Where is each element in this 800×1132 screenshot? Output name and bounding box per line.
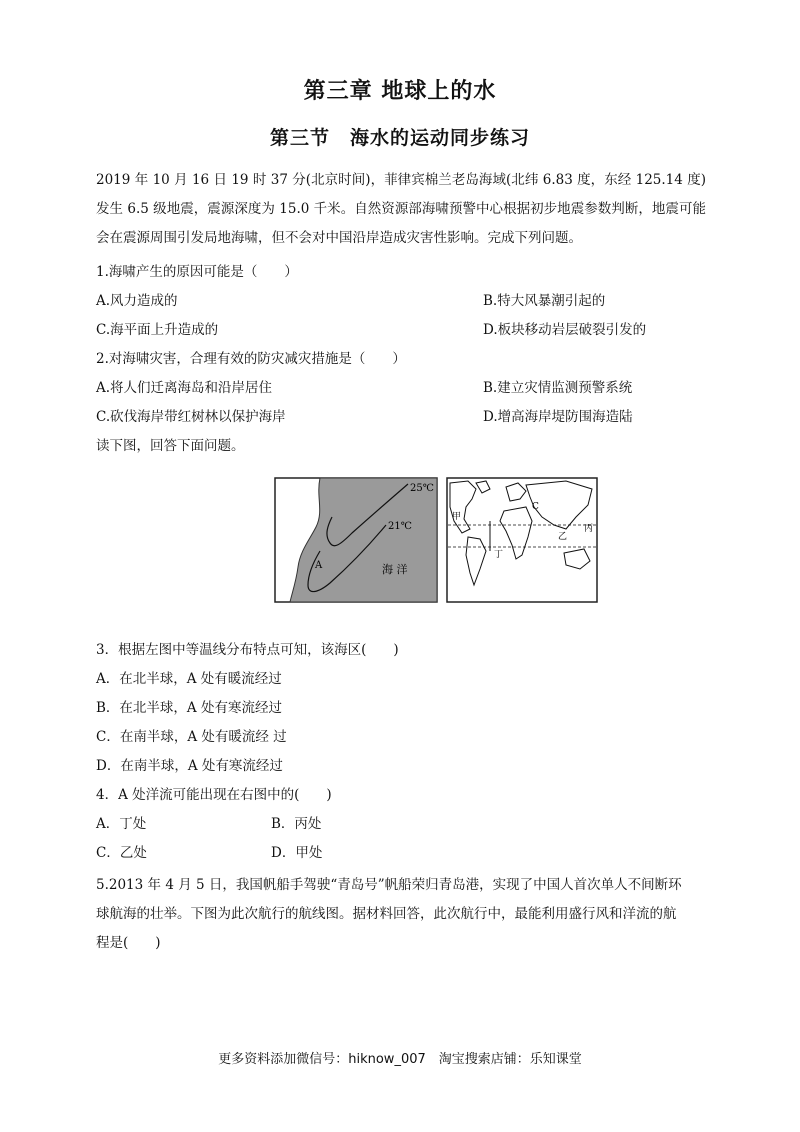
label-bing: 丙: [584, 524, 594, 534]
question-3-stem: 3．根据左图中等温线分布特点可知，该海区( ): [96, 642, 399, 658]
question-3-option-b: B．在北半球，A 处有寒流经过: [96, 700, 282, 716]
label-ding: 丁: [494, 550, 504, 560]
ocean-label: 海 洋: [382, 563, 408, 576]
question-2-stem: 2.对海啸灾害，合理有效的防灾减灾措施是（ ）: [96, 351, 406, 367]
question-3-option-a: A．在北半球，A 处有暖流经过: [96, 671, 282, 687]
isotherm-25-label: 25℃: [410, 483, 434, 494]
label-jia: 甲: [452, 512, 462, 522]
question-2-option-c: C.砍伐海岸带红树林以保护海岸: [96, 409, 286, 425]
question-2-option-a: A.将人们迁离海岛和沿岸居住: [96, 380, 273, 396]
isotherm-map-figure: [274, 477, 438, 603]
question-5-line-3: 程是( ): [96, 935, 161, 951]
intro-paragraph: 2019 年 10 月 16 日 19 时 37 分(北京时间)，菲律宾棉兰老岛海域(北纬 6.83 度，东经 125.14 度)发生 6.5 级地震，震源深度为 15.0 千米。自然资源部海啸预警中心根据初步地震参数判断，地震可能会在震源周围引发局地海啸，但不会对中国沿岸造成灾害性影响。完成下列问题。: [96, 172, 706, 246]
read-prompt: 读下图，回答下面问题。: [96, 438, 245, 454]
question-1-stem: 1.海啸产生的原因可能是（ ）: [96, 264, 298, 280]
question-2-option-d: D.增高海岸堤防围海造陆: [483, 409, 633, 425]
question-1-option-b: B.特大风暴潮引起的: [483, 293, 606, 309]
question-3-option-d: D．在南半球，A 处有寒流经过: [96, 758, 283, 774]
world-map-figure: [446, 477, 598, 603]
question-4-stem: 4．A 处洋流可能出现在右图中的( ): [96, 787, 332, 803]
section-title: 第三节 海水的运动同步练习: [269, 127, 530, 149]
footer-text: 更多资料添加微信号：hiknow_007 淘宝搜索店铺：乐知课堂: [218, 1052, 582, 1067]
point-a-label: A: [315, 560, 323, 571]
label-c: C: [532, 502, 539, 512]
question-4-option-c: C．乙处: [96, 845, 147, 861]
label-yi: 乙: [558, 532, 568, 542]
question-2-option-b: B.建立灾情监测预警系统: [483, 380, 633, 396]
question-4-option-b: B．丙处: [271, 816, 322, 832]
question-5-line-2: 球航海的壮举。下图为此次航行的航线图。据材料回答，此次航行中，最能利用盛行风和洋流的航: [96, 906, 677, 922]
question-1-option-d: D.板块移动岩层破裂引发的: [483, 322, 647, 338]
question-4-option-d: D．甲处: [271, 845, 323, 861]
question-5-line-1: 5.2013 年 4 月 5 日，我国帆船手驾驶“青岛号”帆船荣归青岛港，实现了中国人首次单人不间断环: [96, 877, 682, 893]
question-1-option-c: C.海平面上升造成的: [96, 322, 219, 338]
question-1-option-a: A.风力造成的: [96, 293, 178, 309]
isotherm-21-label: 21℃: [388, 521, 412, 532]
question-4-option-a: A．丁处: [96, 816, 147, 832]
chapter-title: 第三章 地球上的水: [303, 79, 497, 104]
question-3-option-c: C．在南半球，A 处有暖流经 过: [96, 729, 287, 745]
